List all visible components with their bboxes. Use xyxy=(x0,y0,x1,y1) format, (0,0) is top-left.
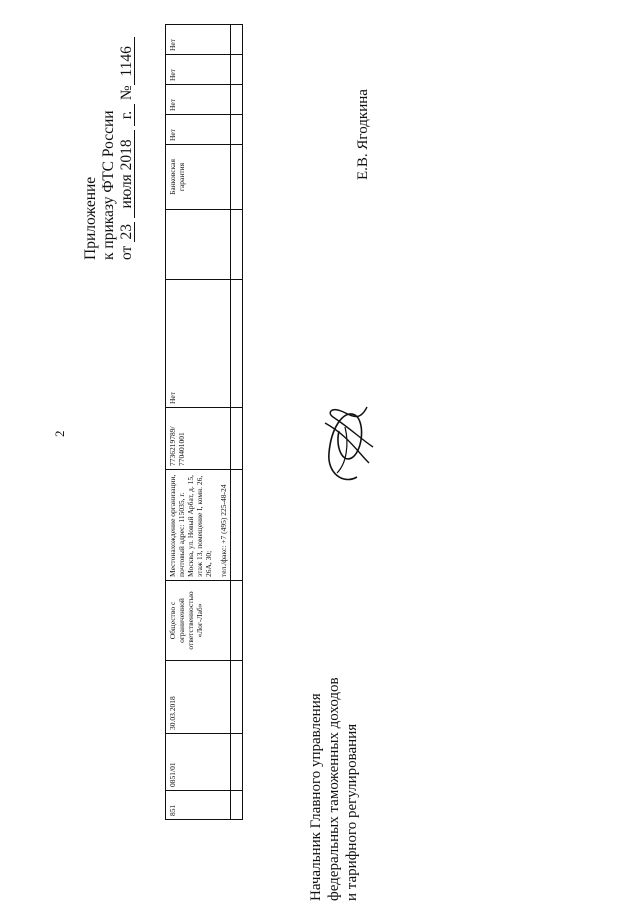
appendix-date-line xyxy=(118,37,136,260)
address-text: Местонахождение организации, почтовый адрес: 115035, г. Москва, ул. Новый Арбат, д. 15, этаж 13, помещение I, комн. 26, 26А, 30; xyxy=(168,474,213,577)
cell-number: 851 xyxy=(166,791,231,820)
cell-reg-number: 0851/01 xyxy=(166,734,231,791)
cell-flag-4: Нет xyxy=(166,25,231,55)
page-number: 2 xyxy=(52,430,67,437)
date-month-year: июля 2018 xyxy=(119,130,135,218)
signatory-line-1: Начальник Главного управления xyxy=(308,693,324,901)
signatory-line-3: и тарифного регулирования xyxy=(344,723,360,901)
appendix-order: к приказу ФТС России xyxy=(100,110,117,260)
cell-empty xyxy=(166,210,231,280)
register-table xyxy=(165,24,243,820)
signatory-title xyxy=(307,677,361,901)
cell-inn-kpp: 7736219789/ 770401001 xyxy=(166,408,231,470)
signatory-name: Е.В. Ягодкина xyxy=(355,89,371,180)
number-label: № xyxy=(118,85,135,101)
table-row xyxy=(166,25,231,820)
cell-guarantee: Банковская гарантия xyxy=(166,145,231,210)
cell-org-name: Общество с ограниченной ответственностью «Лог-Лаб» xyxy=(166,581,231,661)
phone-text: тел./факс: +7 (495) 225-48-24 xyxy=(219,484,228,577)
date-year-suffix: г. xyxy=(119,104,135,126)
cell-flag-3: Нет xyxy=(166,55,231,85)
date-prefix: от xyxy=(118,245,135,260)
signatory-line-2: федеральных таможенных доходов xyxy=(326,677,342,901)
cell-flag-2: Нет xyxy=(166,85,231,115)
appendix-header xyxy=(82,37,136,260)
order-number: 1146 xyxy=(119,37,135,85)
cell-date: 30.03.2018 xyxy=(166,661,231,734)
date-day: 23 xyxy=(119,222,135,242)
signature-image xyxy=(307,397,387,487)
cell-net: Нет xyxy=(166,280,231,408)
table-row-blank xyxy=(231,25,243,820)
appendix-title: Приложение xyxy=(82,176,99,260)
cell-flag-1: Нет xyxy=(166,115,231,145)
cell-address xyxy=(166,470,231,581)
